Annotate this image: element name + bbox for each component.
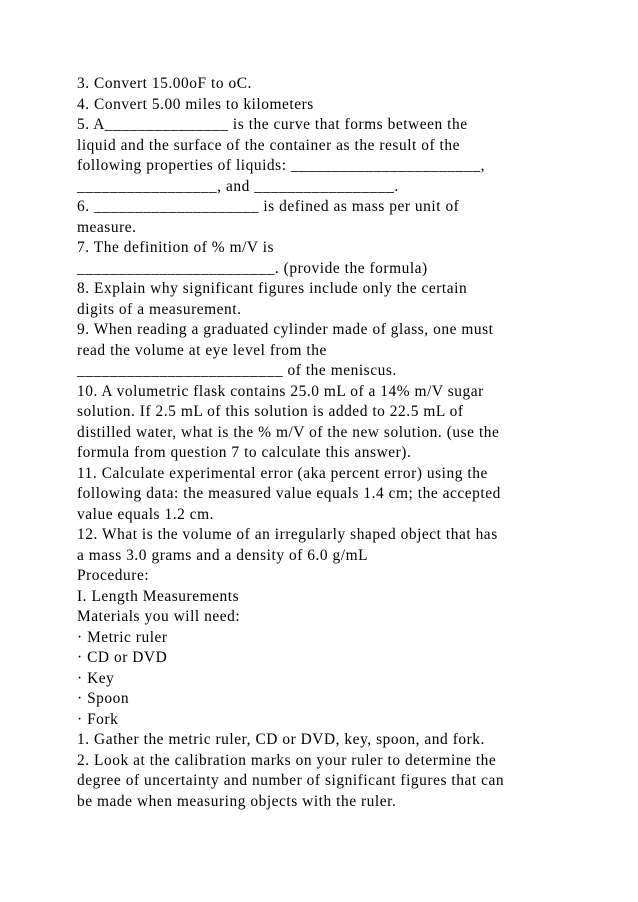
question-7-line: ________________________. (provide the formula) <box>77 259 428 277</box>
question-10-line: formula from question 7 to calculate this answer). <box>77 444 412 461</box>
procedure-step-2: be made when measuring objects with the ruler. <box>77 792 397 810</box>
question-10-line: solution. If 2.5 mL of this solution is added to 22.5 mL of <box>77 403 464 420</box>
question-6-line: 6. ____________________ is defined as mass per unit of <box>77 198 460 215</box>
question-6-line: measure. <box>77 218 137 236</box>
question-11-line: 11. Calculate experimental error (aka percent error) using the <box>77 464 488 482</box>
procedure-step-2: 2. Look at the calibration marks on your ruler to determine the <box>77 751 497 769</box>
procedure-step-1: 1. Gather the metric ruler, CD or DVD, key, spoon, and fork. <box>77 731 485 748</box>
procedure-step-2: degree of uncertainty and number of significant figures that can <box>77 772 505 789</box>
question-11-line: following data: the measured value equals 1.4 cm; the accepted <box>77 485 501 502</box>
section-heading-length-measurements: I. Length Measurements <box>77 587 240 605</box>
question-9-line: _________________________ of the meniscus. <box>77 362 397 379</box>
question-8-line: 8. Explain why significant figures include only the certain <box>77 280 468 297</box>
question-5-line: _________________, and _________________. <box>77 177 399 195</box>
question-10-line: distilled water, what is the % m/V of the new solution. (use the <box>77 423 500 441</box>
question-4-line: 4. Convert 5.00 miles to kilometers <box>77 95 314 113</box>
document-text <box>77 74 617 812</box>
materials-list-item: · Metric ruler <box>77 628 168 646</box>
question-5-line: 5. A_______________ is the curve that forms between the <box>77 116 468 133</box>
question-5-line: liquid and the surface of the container as the result of the <box>77 136 461 154</box>
materials-heading: Materials you will need: <box>77 608 241 625</box>
materials-list-item: · Spoon <box>77 690 130 707</box>
question-11-line: value equals 1.2 cm. <box>77 505 215 523</box>
question-12-line: a mass 3.0 grams and a density of 6.0 g/mL <box>77 546 369 564</box>
question-12-line: 12. What is the volume of an irregularly shaped object that has <box>77 526 498 543</box>
question-8-line: digits of a measurement. <box>77 300 242 318</box>
question-9-line: 9. When reading a graduated cylinder made of glass, one must <box>77 321 494 338</box>
procedure-heading: Procedure: <box>77 567 150 584</box>
materials-list-item: · Fork <box>77 710 119 728</box>
question-10-line: 10. A volumetric flask contains 25.0 mL of a 14% m/V sugar <box>77 382 484 400</box>
materials-list-item: · CD or DVD <box>77 649 168 666</box>
materials-list-item: · Key <box>77 669 115 687</box>
question-7-line: 7. The definition of % m/V is <box>77 239 275 256</box>
question-9-line: read the volume at eye level from the <box>77 341 327 359</box>
question-3-line: 3. Convert 15.00oF to oC. <box>77 75 252 92</box>
question-5-line: following properties of liquids: _______________________, <box>77 157 485 174</box>
